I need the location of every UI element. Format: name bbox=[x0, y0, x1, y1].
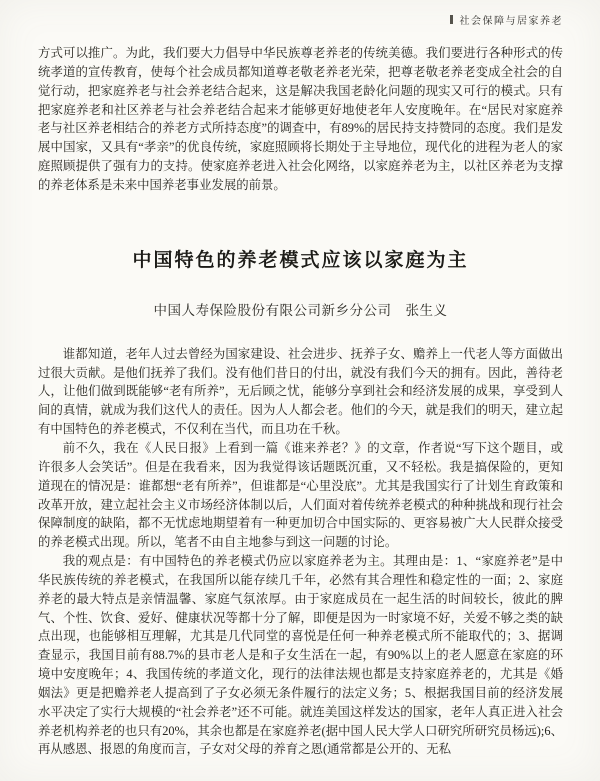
article-body bbox=[38, 345, 563, 760]
article-title: 中国特色的养老模式应该以家庭为主 bbox=[132, 249, 469, 271]
continuation-paragraph: 方式可以推广。为此，我们要大力倡导中华民族尊老养老的传统美德。我们要进行各种形式的传统孝道的宣传教育，使每个社会成员都知道尊老敬老养老光荣，把尊老敬老养老变成全社会的自觉行动，把家庭养老与社会养老结合起来，这是解决我国老龄化问题的现实又可行的模式。只有把家庭养老和社区养老与社会养老结合起来才能够更好地使老年人安度晚年。在“居民对家庭养老与社区养老相结合的养老方式所持态度”的调查中，有89%的居民持支持赞同的态度。我们是发展中国家，又具有“孝亲”的优良传统，家庭照顾将长期处于主导地位，现代化的进程为老人的家庭照顾提供了强有力的支持。使家庭养老进入社会化网络，以家庭养老为主，以社区养老为支撑的养老体系是未来中国养老事业发展的前景。 bbox=[38, 46, 563, 192]
body-paragraph: 谁都知道，老年人过去曾经为国家建设、社会进步、抚养子女、赡养上一代老人等方面做出过很大贡献。是他们抚养了我们。没有他们昔日的付出，就没有我们今天的拥有。因此，善待老人，让他们做到既能够“老有所养”，无后顾之忧，能够分享到社会和经济发展的成果，享受到人间的真情，就成为我们这代人的责任。因为人人都会老。他们的今天，就是我们的明天，建立起有中国特色的养老模式，不仅利在当代，而且功在千秋。 bbox=[38, 346, 563, 437]
running-header bbox=[38, 12, 563, 26]
author-line: 中国人寿保险股份有限公司新乡分公司 张生义 bbox=[153, 302, 448, 318]
body-paragraph: 前不久，我在《人民日报》上看到一篇《谁来养老？》的文章，作者说“写下这个题目，或许很多人会笑话”。但是在我看来，因为我觉得该话题既沉重，又不轻松。我是搞保险的，更知道现在的情况是：谁都想“老有所养”，但谁都是“心里没底”。尤其是我国实行了计划生育政策和改革开放，建立起社会主义市场经济体制以后，人们面对着传统养老模式的种种挑战和现行社会保障制度的缺陷，都不无忧虑地期望着有一种更加切合中国实际的、更容易被广大人民群众接受的养老模式出现。所以，笔者不由自主地参与到这一问题的讨论。 bbox=[38, 440, 563, 550]
header-rule bbox=[450, 15, 453, 24]
running-header-text: 社会保障与居家养老 bbox=[459, 15, 563, 27]
body-paragraph: 我的观点是：有中国特色的养老模式仍应以家庭养老为主。其理由是：1、“家庭养老”是中华民族传统的养老模式，在我国所以能存续几千年，必然有其合理性和稳定性的一面；2、家庭养老的最大特点是亲情温馨、家庭气氛浓厚。由于家庭成员在一起生活的时间较长，彼此的脾气、个性、饮食、爱好、健康状况等都十分了解，即便是因为一时家境不好，关爱不够之类的缺点出现，也能够相互理解，尤其是几代同堂的喜悦是任何一种养老模式所不能取代的；3、据调查显示，我国目前有88.7%的县市老人是和子女生活在一起，有90%以上的老人愿意在家庭的环境中安度晚年；4、我国传统的孝道文化，现行的法律法规也都是支持家庭养老的，尤其是《婚姻法》更是把赡养老人提高到了子女必须无条件履行的法定义务；5、根据我国目前的经济发展水平决定了实行大规模的“社会养老”还不可能。就连美国这样发达的国家，老年人真正进入社会养老机构养老的也只有20%，其余也都是在家庭养老(据中国人民大学人口研究所研究员杨远);6、再从感恩、报恩的角度而言，子女对父母的养育之恩(通常都是公开的、无私 bbox=[38, 554, 563, 757]
